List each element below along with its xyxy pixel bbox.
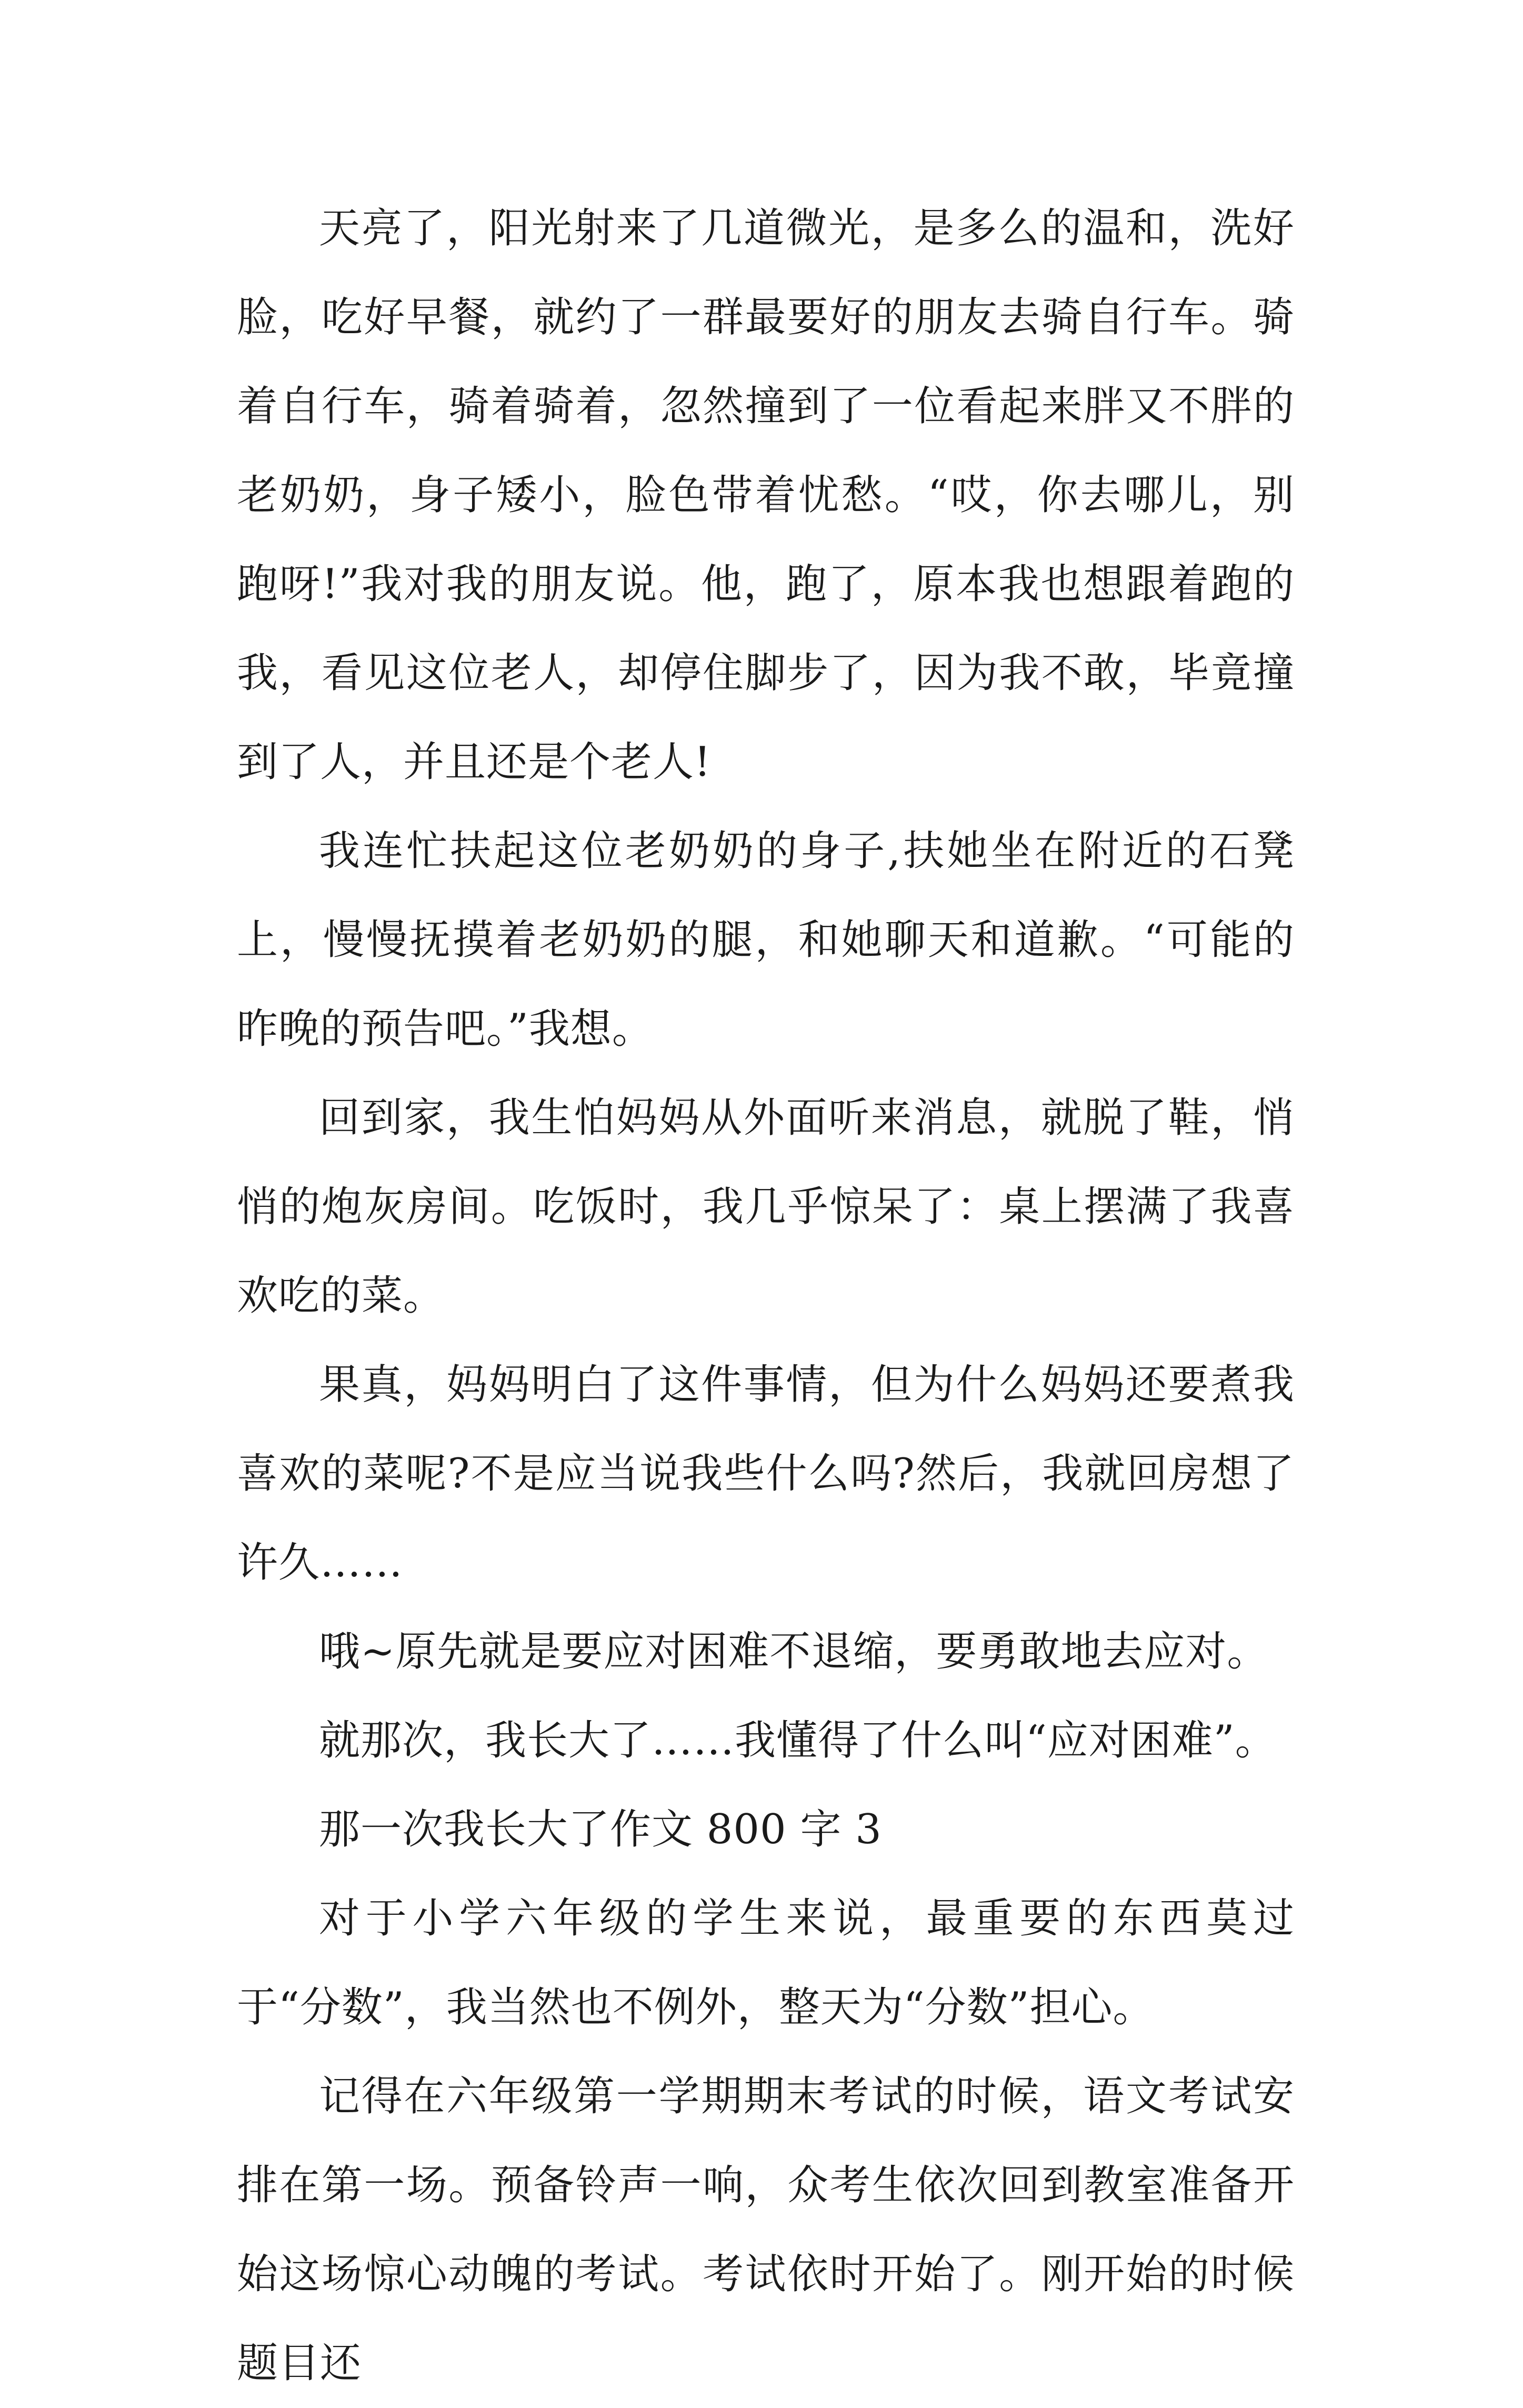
paragraph-4: 果真，妈妈明白了这件事情，但为什么妈妈还要煮我喜欢的菜呢?不是应当说我些什么吗?然后，我就回房想了许久…… <box>237 1361 1295 1586</box>
paragraph-1: 天亮了，阳光射来了几道微光，是多么的温和，洗好脸，吃好早餐，就约了一群最要好的朋友去骑自行车。骑着自行车，骑着骑着，忽然撞到了一位看起来胖又不胖的老奶奶，身子矮小，脸色带着忧愁。“哎，你去哪儿，别跑呀!”我对我的朋友说。他，跑了，原本我也想跟着跑的我，看见这位老人，却停住脚步了，因为我不敢，毕竟撞到了人，并且还是个老人! <box>237 205 1295 786</box>
section-heading: 那一次我长大了作文 800 字 3 <box>319 1806 882 1853</box>
paragraph-3: 回到家，我生怕妈妈从外面听来消息，就脱了鞋，悄悄的炮灰房间。吃饭时，我几乎惊呆了：桌上摆满了我喜欢吃的菜。 <box>237 1094 1295 1320</box>
paragraph-2: 我连忙扶起这位老奶奶的身子,扶她坐在附近的石凳上，慢慢抚摸着老奶奶的腿，和她聊天和道歉。“可能的昨晚的预告吧。”我想。 <box>237 827 1295 1053</box>
paragraph-8: 记得在六年级第一学期期末考试的时候，语文考试安排在第一场。预备铃声一响，众考生依次回到教室准备开始这场惊心动魄的考试。考试依时开始了。刚开始的时候题目还 <box>237 2073 1295 2387</box>
document-body <box>237 184 1295 2408</box>
paragraph-7: 对于小学六年级的学生来说，最重要的东西莫过于“分数”，我当然也不例外，整天为“分数”担心。 <box>237 1895 1295 2031</box>
paragraph-5: 哦~原先就是要应对困难不退缩，要勇敢地去应对。 <box>319 1628 1269 1675</box>
paragraph-6: 就那次，我长大了……我懂得了什么叫“应对困难”。 <box>319 1717 1277 1764</box>
